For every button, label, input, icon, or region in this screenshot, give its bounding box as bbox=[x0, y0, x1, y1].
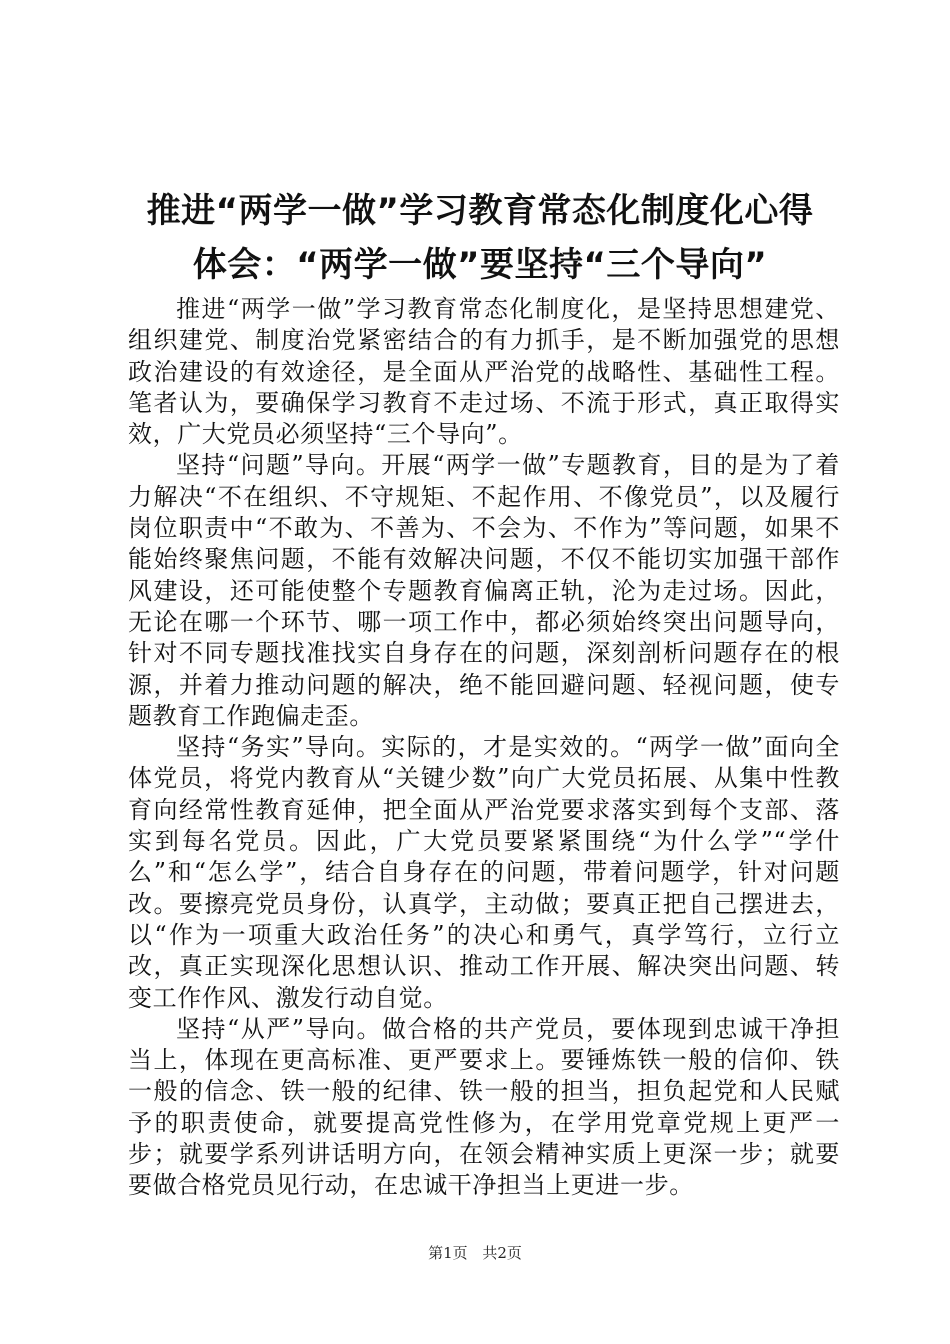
paragraph-pragmatic-orientation: 坚持“务实”导向。实际的，才是实效的。“两学一做”面向全体党员，将党内教育从“关键少数”向广大党员拓展、从集中性教育向经常性教育延伸，把全面从严治党要求落实到每个支部、落实到每名党员。因此，广大党员要紧紧围绕“为什么学”“学什么”和“怎么学”，结合自身存在的问题，带着问题学，针对问题改。要擦亮党员身份，认真学，主动做；要真正把自己摆进去，以“作为一项重大政治任务”的决心和勇气，真学笃行，立行立改，真正实现深化思想认识、推动工作开展、解决突出问题、转变工作作风、激发行动自觉。 bbox=[128, 733, 840, 1012]
page-total: 共2页 bbox=[482, 1244, 522, 1262]
document-body bbox=[128, 294, 840, 1202]
page-footer bbox=[0, 1242, 950, 1263]
document-title bbox=[120, 184, 840, 292]
page-number: 第1页 bbox=[428, 1244, 468, 1262]
paragraph-strict-orientation: 坚持“从严”导向。做合格的共产党员，要体现到忠诚干净担当上，体现在更高标准、更严要求上。要锤炼铁一般的信仰、铁一般的信念、铁一般的纪律、铁一般的担当，担负起党和人民赋予的职责使命，就要提高党性修为，在学用党章党规上更严一步；就要学系列讲话明方向，在领会精神实质上更深一步；就要要做合格党员见行动，在忠诚干净担当上更进一步。 bbox=[128, 1014, 840, 1200]
paragraph-problem-orientation: 坚持“问题”导向。开展“两学一做”专题教育，目的是为了着力解决“不在组织、不守规矩、不起作用、不像党员”，以及履行岗位职责中“不敢为、不善为、不会为、不作为”等问题，如果不能始终聚焦问题，不能有效解决问题，不仅不能切实加强干部作风建设，还可能使整个专题教育偏离正轨，沦为走过场。因此，无论在哪一个环节、哪一项工作中，都必须始终突出问题导向，针对不同专题找准找实自身存在的问题，深刻剖析问题存在的根源，并着力推动问题的解决，绝不能回避问题、轻视问题，使专题教育工作跑偏走歪。 bbox=[128, 451, 840, 730]
paragraph-intro: 推进“两学一做”学习教育常态化制度化，是坚持思想建党、组织建党、制度治党紧密结合的有力抓手，是不断加强党的思想政治建设的有效途径，是全面从严治党的战略性、基础性工程。笔者认为，要确保学习教育不走过场、不流于形式，真正取得实效，广大党员必须坚持“三个导向”。 bbox=[128, 295, 840, 449]
title-line-1: 推进“两学一做”学习教育常态化制度化心得 bbox=[146, 191, 814, 231]
title-line-2: 体会：“两学一做”要坚持“三个导向” bbox=[192, 245, 768, 285]
